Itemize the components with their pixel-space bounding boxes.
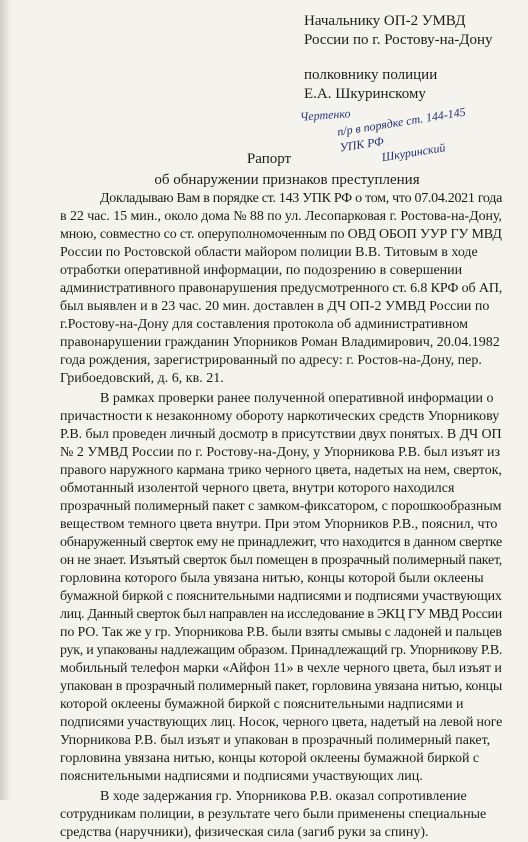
addressee-line: Начальнику ОП-2 УМВД [304, 13, 466, 29]
text-line: бумажной биркой с пояснительными надписями и подписями участвующих [60, 589, 502, 604]
text-line: В рамках проверки ранее полученной оперативной информации о [100, 391, 494, 406]
addressee-line: России по г. Ростову-на-Дону [304, 32, 493, 48]
text-line: горловина увязана нитью, концы которой оклеены бумажной биркой с [60, 751, 480, 766]
text-line: по РО. Так же у гр. Упорникова Р.В. были взяты смывы с ладоней и пальцев [60, 625, 502, 640]
text-line: России по Ростовской области майором полиции В.В. Титовым в ходе [60, 245, 478, 260]
text-line: обнаруженный сверток ему не принадлежит, что находится в данном свертке [60, 535, 502, 550]
page-edge-shadow [0, 0, 14, 800]
text-line: Грибоедовский, д. 6, кв. 21. [60, 371, 224, 386]
text-line: Упорникова Р.В. был изъят и упакован в прозрачный полимерный пакет, [60, 733, 491, 748]
text-line: обмотанный изолентой черного цвета, внутри которого находился [60, 481, 455, 496]
text-line: отработки оперативной информации, по подозрению в совершении [60, 263, 463, 278]
text-line: мною, совместно со ст. оперуполномоченным по ОВД ОБОП УУР ГУ МВД [60, 227, 502, 242]
text-line: рук, и упакованы надлежащим образом. Принадлежащий гр. Упорникову Р.В. [60, 643, 503, 658]
text-line: упакован в прозрачный полимерный пакет, горловина увязана нитью, концы [60, 679, 503, 694]
text-line: лиц. Данный сверток был направлен на исследование в ЭКЦ ГУ МВД России [60, 607, 502, 622]
rank-line: полковнику полиции [304, 67, 438, 83]
text-line: № 2 УМВД России по г. Ростову-на-Дону, у Упорникова Р.В. был изъят из [60, 445, 501, 460]
resolution-line: УПК РФ [338, 133, 385, 155]
text-line: В ходе задержания гр. Упорникова Р.В. оказал сопротивление [100, 789, 467, 804]
text-line: веществом темного цвета внутри. При этом Упорников Р.В., пояснил, что [60, 517, 498, 532]
text-line: пояснительными надписями и подписями участвующих лиц. [60, 769, 423, 784]
name-line: Е.А. Шкуринскому [304, 86, 426, 102]
text-line: причастности к незаконному обороту наркотических средств Упорникову [60, 409, 500, 424]
text-line: правонарушении гражданин Упорников Роман Владимирович, 20.04.1982 [60, 335, 500, 350]
text-line: мобильный телефон марки «Айфон 11» в чехле черного цвета, был изъят и [60, 661, 502, 676]
text-line: г.Ростову-на-Дону для составления протокола об административном [60, 317, 468, 332]
title-line: Рапорт [246, 151, 292, 167]
text-line: был выявлен и в 23 час. 20 мин. доставлен в ДЧ ОП-2 УМВД России по [60, 299, 490, 314]
text-line: горловина которого была увязана нитью, концы которой были оклеены [60, 571, 484, 586]
text-line: года рождения, зарегистрированный по адресу: г. Ростов-на-Дону, пер. [60, 353, 482, 368]
text-line: правого наружного кармана трико черного цвета, надетых на нем, сверток, [60, 463, 502, 478]
addressee-rank-block [304, 66, 437, 104]
addressee-block [304, 12, 493, 50]
resolution-line: п/р в порядке ст. 144-145 [336, 104, 467, 139]
paragraph [60, 788, 502, 842]
text-line: административного правонарушения предусмотренного ст. 6.8 КРФ об АП, [60, 281, 503, 296]
document-title [0, 150, 528, 190]
resolution-signature: Шкуринский [380, 140, 447, 165]
handwritten-name: Чертенко [299, 106, 351, 124]
paragraph [60, 190, 502, 388]
text-line: Р.В. был проведен личный досмотр в присутствии двух понятых. В ДЧ ОП [60, 427, 502, 442]
text-line: которой оклеены бумажной биркой с пояснительными надписями и [60, 697, 464, 712]
text-line: сотрудникам полиции, в результате чего были применены специальные [60, 807, 487, 822]
paragraph [60, 390, 502, 786]
text-line: он не знает. Изъятый сверток был помещен в прозрачный полимерный пакет, [60, 553, 503, 568]
text-line: прозрачный полимерный пакет с замком-фиксатором, с порошкообразным [60, 499, 502, 514]
text-line: подписями участвующих лиц. Носок, черного цвета, надетый на левой ноге [60, 715, 503, 730]
text-line: средства (наручники), физическая сила (загиб руки за спину). [60, 825, 429, 840]
text-line: в 22 час. 15 мин., около дома № 88 по ул. Лесопарковая г. Ростова-на-Дону, [60, 209, 502, 224]
report-body [60, 190, 502, 842]
subtitle-line: об обнаружении признаков преступления [154, 172, 420, 188]
text-line: Докладываю Вам в порядке ст. 143 УПК РФ о том, что 07.04.2021 года [100, 191, 502, 206]
